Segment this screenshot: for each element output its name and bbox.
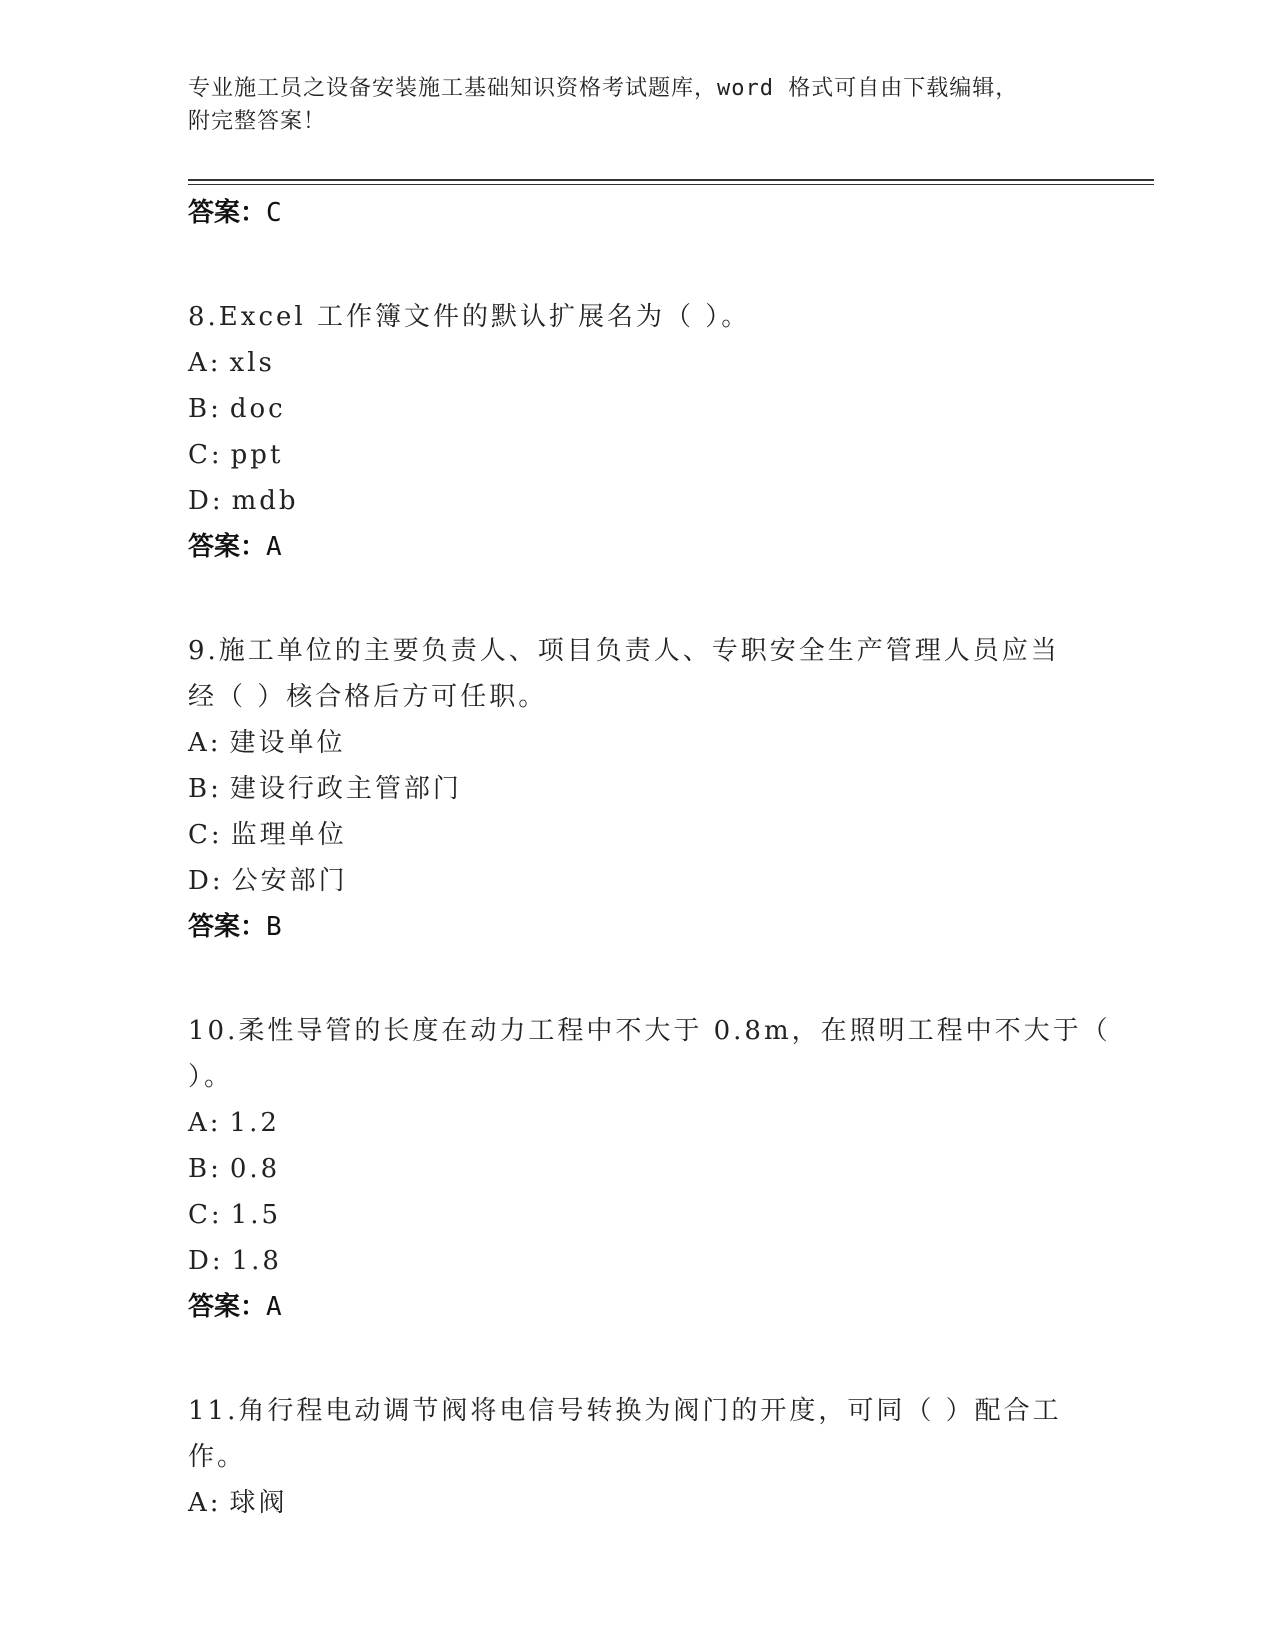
question-text: 9.施工单位的主要负责人、项目负责人、专职安全生产管理人员应当 bbox=[188, 636, 1060, 666]
question-list bbox=[188, 190, 1111, 1526]
previous-answer bbox=[188, 190, 1088, 236]
question-text-continued: ）。 bbox=[188, 1062, 234, 1092]
option-b: B: 0.8 bbox=[188, 1154, 281, 1184]
answer: 答案：A bbox=[188, 532, 282, 562]
answer-value: C bbox=[266, 198, 282, 228]
option-c: C: 1.5 bbox=[188, 1200, 282, 1230]
option-d: D: 1.8 bbox=[188, 1246, 282, 1276]
option-c: C: ppt bbox=[188, 440, 284, 470]
option-b: B: doc bbox=[188, 394, 286, 424]
option-d: D: mdb bbox=[188, 486, 299, 516]
question-text: 8.Excel 工作簿文件的默认扩展名为（ ）。 bbox=[188, 302, 751, 332]
header-line-2: 附完整答案！ bbox=[188, 109, 327, 134]
question-text: 11.角行程电动调节阀将电信号转换为阀门的开度，可同（ ）配合工 bbox=[188, 1396, 1062, 1426]
question-8 bbox=[188, 294, 1088, 570]
answer-label: 答案： bbox=[188, 198, 267, 228]
option-d: D: 公安部门 bbox=[188, 866, 348, 896]
question-11 bbox=[188, 1388, 1088, 1526]
option-c: C: 监理单位 bbox=[188, 820, 347, 850]
option-a: A: 球阀 bbox=[188, 1488, 288, 1518]
option-a: A: xls bbox=[188, 348, 275, 378]
answer: 答案：A bbox=[188, 1292, 282, 1322]
option-b: B: 建设行政主管部门 bbox=[188, 774, 462, 804]
option-a: A: 建设单位 bbox=[188, 728, 346, 758]
header-line-1: 专业施工员之设备安装施工基础知识资格考试题库，word 格式可自由下载编辑， bbox=[188, 76, 1019, 101]
question-text-continued: 作。 bbox=[188, 1442, 247, 1472]
header-divider bbox=[188, 179, 1154, 181]
question-text-continued: 经（ ）核合格后方可任职。 bbox=[188, 682, 548, 712]
header-divider-thin bbox=[188, 184, 1154, 185]
question-9 bbox=[188, 628, 1088, 950]
answer: 答案：B bbox=[188, 912, 282, 942]
option-a: A: 1.2 bbox=[188, 1108, 280, 1138]
document-header bbox=[188, 72, 1068, 138]
question-text: 10.柔性导管的长度在动力工程中不大于 0.8m，在照明工程中不大于（ bbox=[188, 1016, 1111, 1046]
question-10 bbox=[188, 1008, 1111, 1330]
